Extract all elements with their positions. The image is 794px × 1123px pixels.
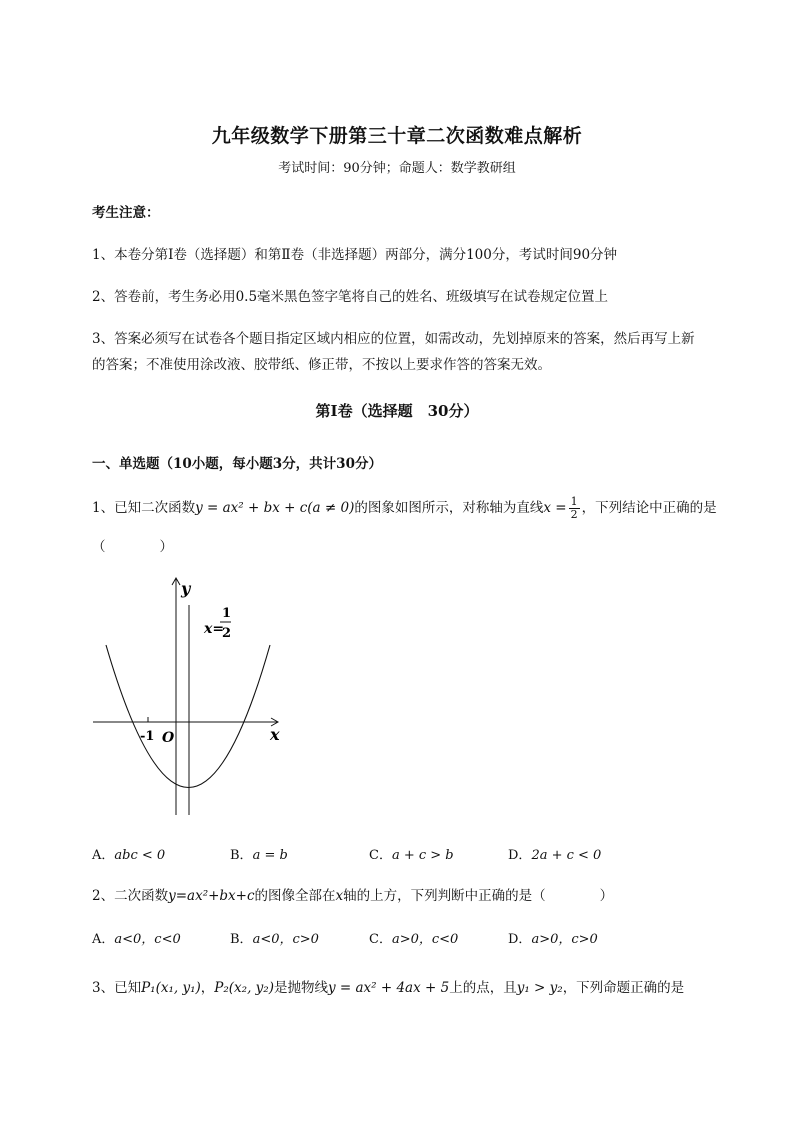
q2-option-d[interactable] [508,928,598,947]
q2-option-b-letter: B． [230,932,253,947]
q1-axis-fraction [569,496,580,521]
notice-item-2: 2、答卷前，考生务必用0.5毫米黑色签字笔将自己的姓名、班级填写在试卷规定位置上 [92,289,609,305]
q2-option-c-text: a>0，c<0 [391,932,459,947]
q1-axis-num: 1 [570,495,578,508]
q1-option-b-text: a = b [252,848,288,863]
q2-prefix: 2、二次函数 [92,888,169,904]
q2-equation: y=ax²+bx+c [168,888,255,904]
q1-parabola-figure [88,570,288,820]
q2-option-a-letter: A． [92,932,115,947]
q2-option-b[interactable] [230,928,319,947]
q3-middle2: 上的点，且 [449,980,517,996]
q2-suffix: 轴的上方，下列判断中正确的是（ ） [343,888,614,904]
question-2 [92,884,613,904]
q2-option-c-letter: C． [369,932,392,947]
q1-option-d-text: 2a + c < 0 [531,848,602,863]
q2-option-d-text: a>0，c>0 [531,932,598,947]
symmetry-label-den: 2 [222,626,232,641]
q1-option-b[interactable] [230,844,288,863]
q2-var: x [335,888,344,904]
notice-item-3: 3、答案必须写在试卷各个题目指定区域内相应的位置，如需改动，先划掉原来的答案，然后再写上新 [92,331,695,347]
q1-option-d-letter: D． [508,848,532,863]
parabola-curve [106,645,270,788]
q1-option-c[interactable] [369,844,454,863]
exam-info: 考试时间：90分钟；命题人：数学教研组 [278,161,516,176]
q1-prefix: 1、已知二次函数 [92,500,196,516]
q1-option-a[interactable] [92,844,165,863]
q2-option-b-text: a<0，c>0 [252,932,319,947]
neg-one-label: -1 [140,729,155,744]
origin-label: O [162,730,175,746]
part-heading: 一、单选题（10小题，每小题3分，共计30分） [92,456,382,472]
q2-option-d-letter: D． [508,932,532,947]
q1-option-b-letter: B． [230,848,253,863]
symmetry-label-num: 1 [222,606,232,621]
q3-suffix: ，下列命题正确的是 [562,980,685,996]
q1-answer-paren: （ ） [92,539,173,555]
q2-middle: 的图像全部在 [254,888,336,904]
q2-option-c[interactable] [369,928,458,947]
q1-option-a-letter: A． [92,848,115,863]
q3-point-2: P₂(x₂, y₂) [214,980,274,996]
q1-middle: 的图象如图所示，对称轴为直线 [354,500,544,516]
q3-point-1: P₁(x₁, y₁) [141,980,201,996]
notice-item-1: 1、本卷分第I卷（选择题）和第Ⅱ卷（非选择题）两部分，满分100分，考试时间90分钟 [92,247,618,263]
x-axis-label: x [270,725,280,744]
q1-option-c-letter: C． [369,848,392,863]
q1-option-d[interactable] [508,844,601,863]
q1-option-a-text: abc < 0 [114,848,166,863]
q1-axis-var: x = [543,500,567,516]
notice-item-3-cont: 的答案；不准使用涂改液、胶带纸、修正带，不按以上要求作答的答案无效。 [92,357,551,373]
y-axis-label: y [181,579,191,598]
q3-condition: y₁ > y₂ [516,980,563,996]
question-3 [92,976,684,996]
question-1 [92,496,717,521]
q1-equation: y = ax² + bx + c(a ≠ 0) [195,500,355,516]
q1-axis-den: 2 [570,508,578,521]
q3-middle: 是抛物线 [273,980,328,996]
q3-prefix: 3、已知 [92,980,142,996]
q1-suffix: ，下列结论中正确的是 [581,500,717,516]
q2-option-a-text: a<0，c<0 [114,932,181,947]
q2-option-a[interactable] [92,928,181,947]
page-title: 九年级数学下册第三十章二次函数难点解析 [211,125,583,147]
section-title: 第I卷（选择题 30分） [315,402,479,420]
notice-heading: 考生注意： [92,205,160,221]
q3-sep: ， [200,980,215,996]
q3-equation: y = ax² + 4ax + 5 [327,980,450,996]
symmetry-label: x= [204,621,225,637]
q1-option-c-text: a + c > b [391,848,454,863]
